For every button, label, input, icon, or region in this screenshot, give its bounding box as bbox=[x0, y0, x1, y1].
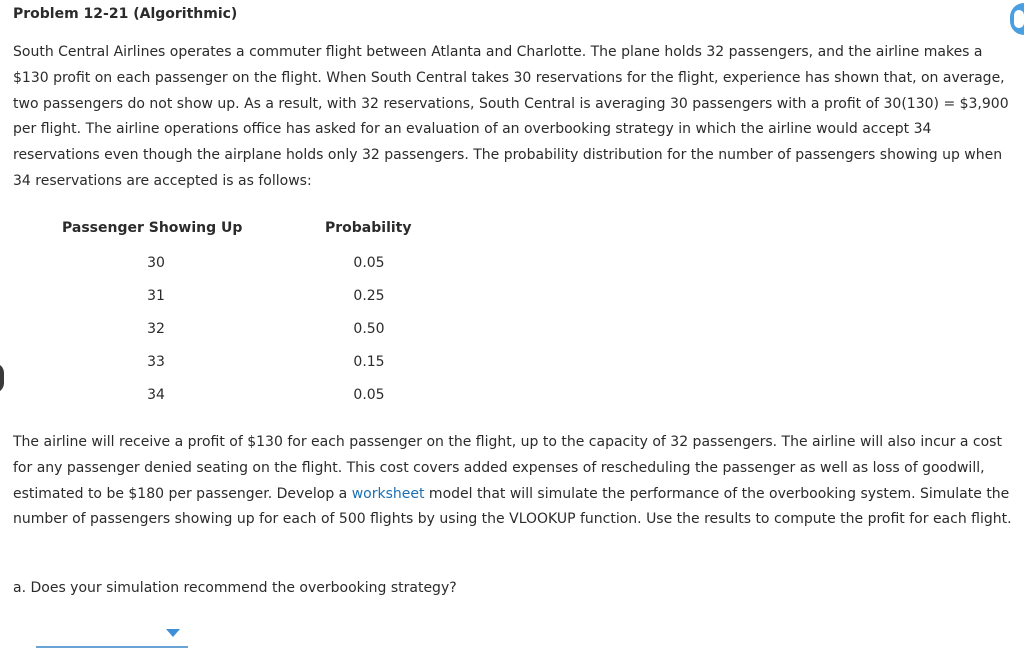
problem-intro: South Central Airlines operates a commuter flight between Atlanta and Charlotte. The plane holds 32 passengers, and the airline makes a $130 profit on each passenger on the flight. When South Central takes 30 reservations for the flight, experience has shown that, on average, two passengers do not show up. As a result, with 32 reservations, South Central is averaging 30 passengers with a profit of 30(130) = $3,900 per flight. The airline operations office has asked for an evaluation of an overbooking strategy in which the airline would accept 34 reservations even though the airplane holds only 32 passengers. The probability distribution for the number of passengers showing up when 34 reservations are accepted is as follows: bbox=[13, 44, 1009, 189]
cell-passengers: 33 bbox=[147, 354, 165, 370]
help-tab-icon[interactable] bbox=[1010, 3, 1024, 35]
body-text-before-link: The airline will receive a profit of $130 for each passenger on the flight, up to the capacity of 32 passengers. The airline will also incur a cost for any passenger denied seating on the flight. This cost covers added expenses of rescheduling the passenger as well as loss of goodwill, estimated to be $180 per passenger. Develop a bbox=[13, 434, 1002, 502]
header-probability: Probability bbox=[325, 220, 412, 236]
cell-probability: 0.15 bbox=[353, 354, 385, 370]
help-tab-glyph bbox=[1014, 10, 1024, 28]
header-passengers: Passenger Showing Up bbox=[62, 220, 243, 236]
cell-passengers: 32 bbox=[147, 321, 165, 337]
cell-passengers: 31 bbox=[147, 288, 165, 304]
cell-probability: 0.05 bbox=[353, 387, 385, 403]
cell-passengers: 30 bbox=[147, 255, 165, 271]
cell-probability: 0.25 bbox=[353, 288, 385, 304]
question-a: a. Does your simulation recommend the overbooking strategy? bbox=[13, 580, 457, 596]
cell-passengers: 34 bbox=[147, 387, 165, 403]
answer-a-dropdown[interactable] bbox=[36, 620, 188, 648]
chevron-down-icon[interactable] bbox=[166, 629, 180, 637]
cell-probability: 0.05 bbox=[353, 255, 385, 271]
worksheet-link[interactable]: worksheet bbox=[351, 485, 425, 502]
cell-probability: 0.50 bbox=[353, 321, 385, 337]
page-edge-marker bbox=[0, 363, 4, 393]
problem-body bbox=[13, 430, 1017, 533]
problem-title: Problem 12-21 (Algorithmic) bbox=[13, 6, 238, 22]
body-text-after-link: model that will simulate the performance of the overbooking system. Simulate the number of passengers showing up for each of 500 flights by using the VLOOKUP function. Use the results to compute the profit for each flight. bbox=[13, 485, 1012, 528]
